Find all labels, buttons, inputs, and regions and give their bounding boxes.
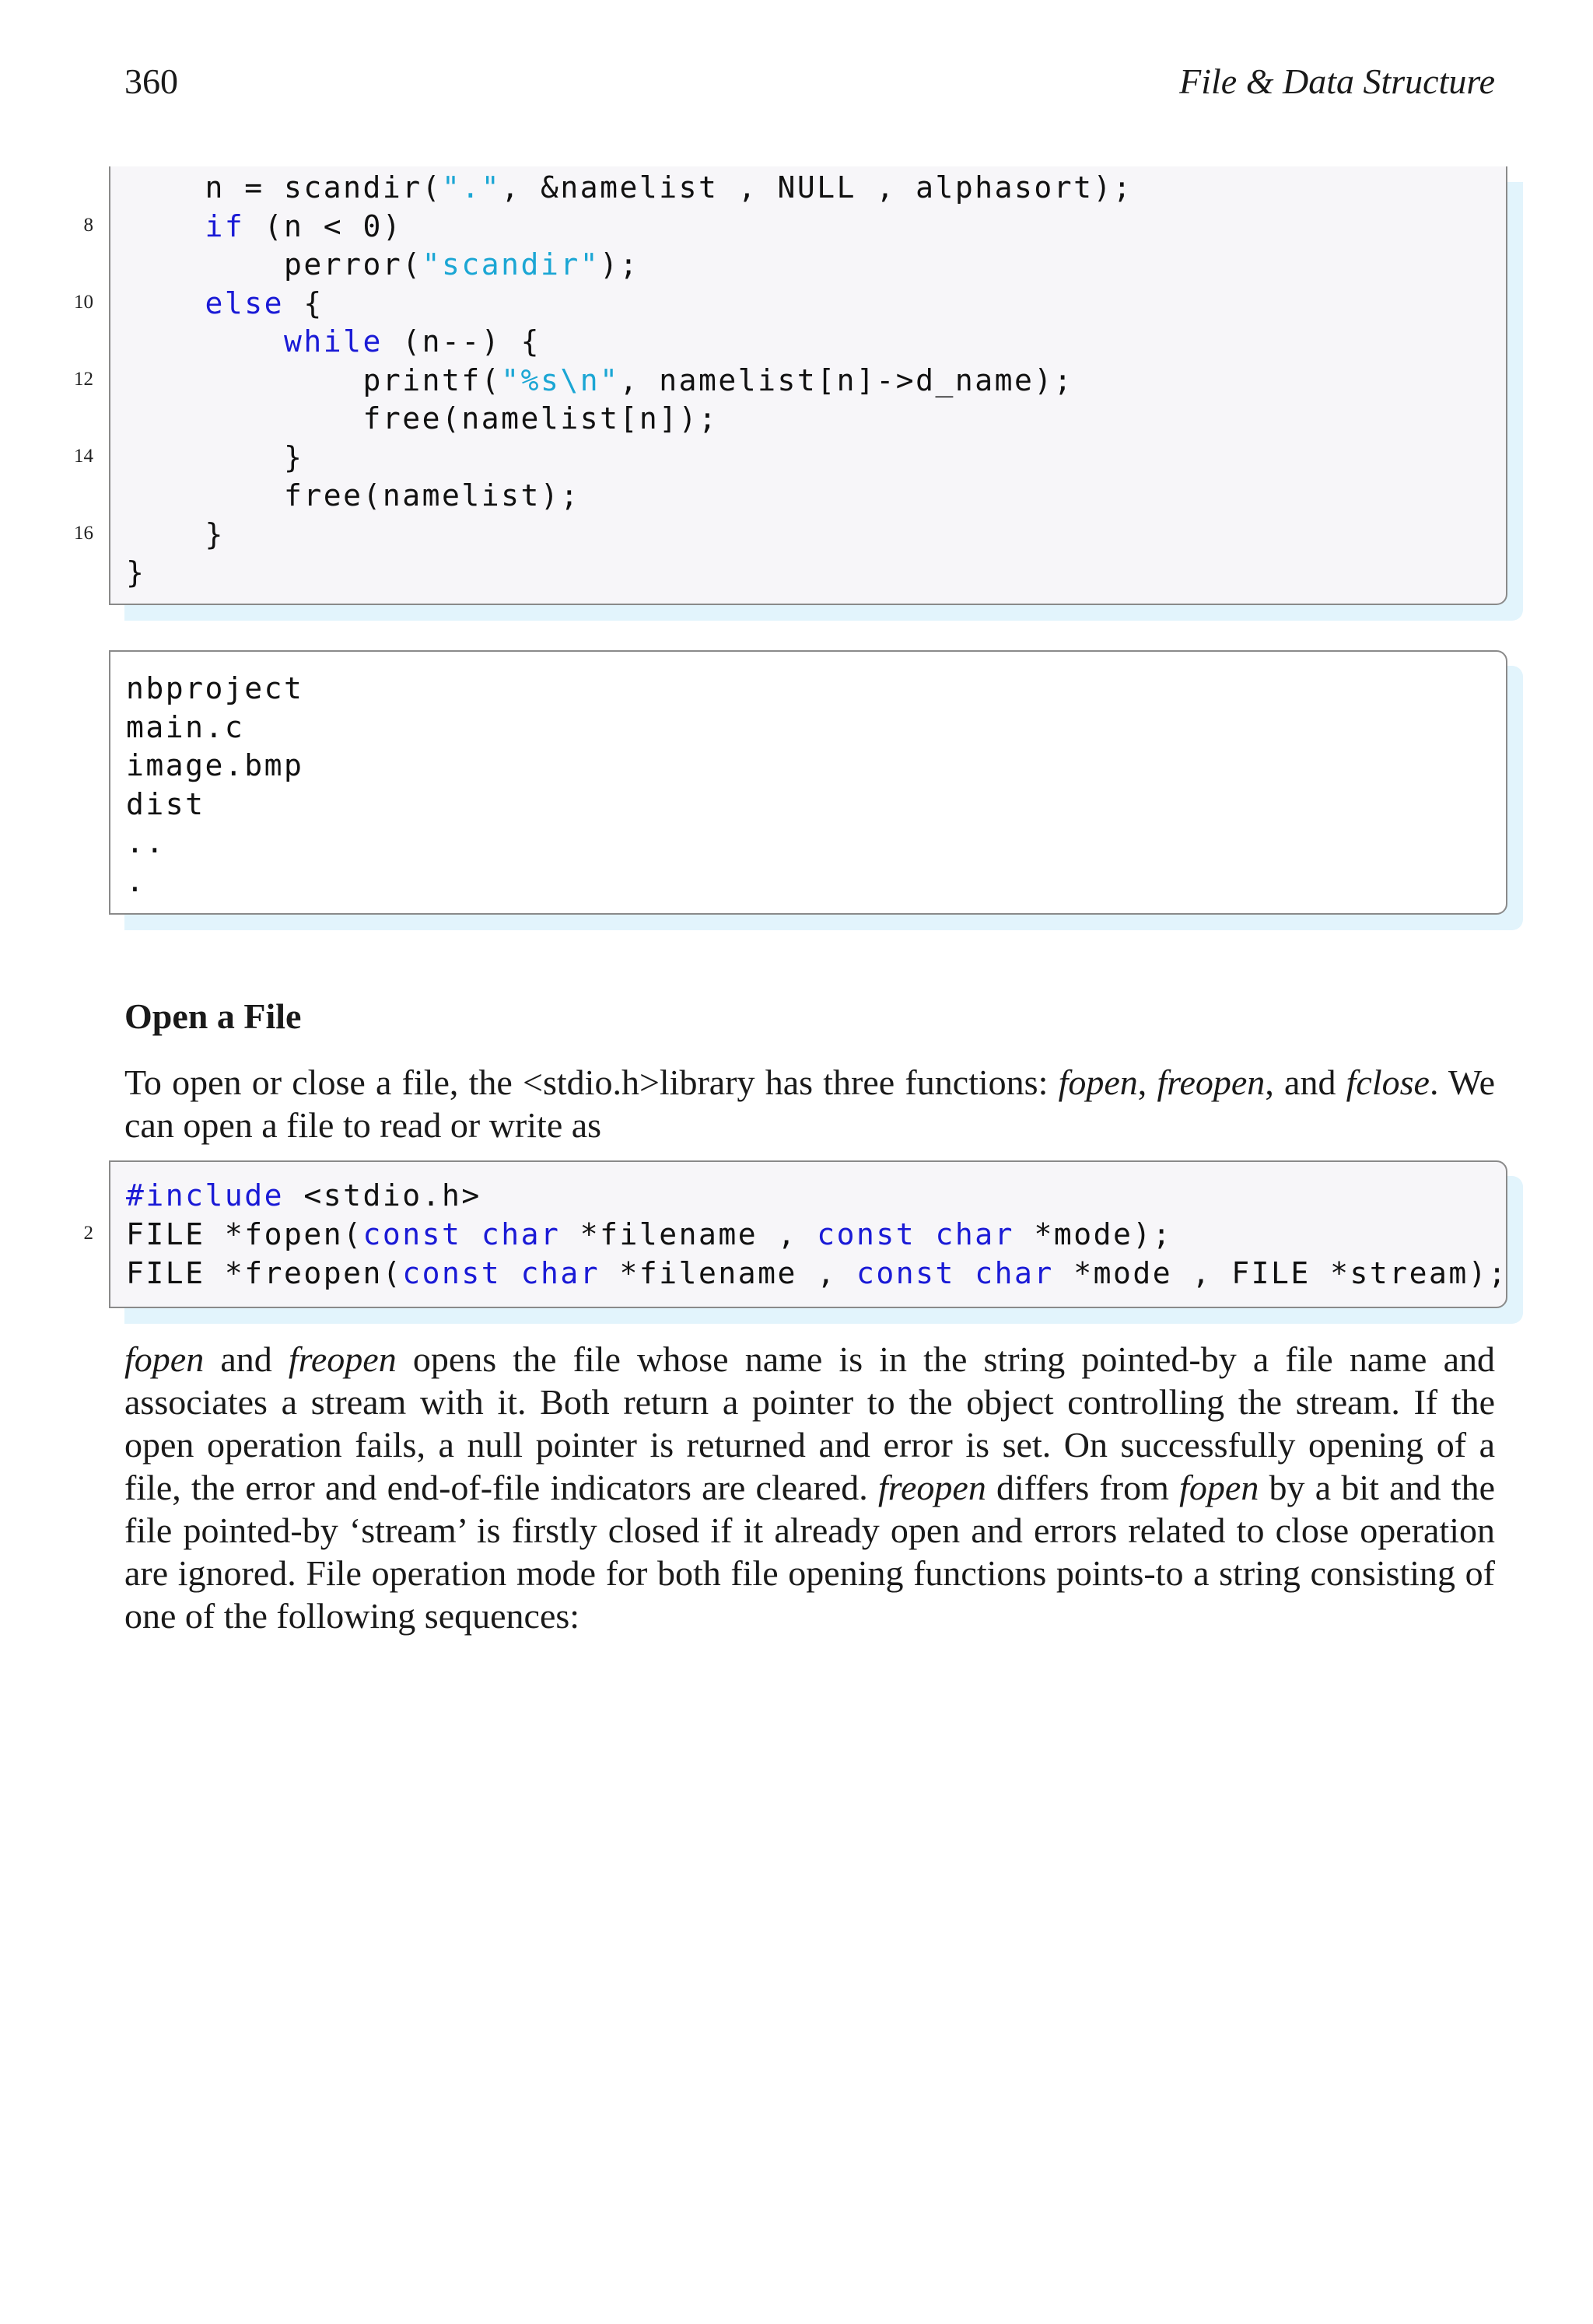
body-text-2: opens the file whose name is in the string pointed-by a file name and associates a stream with it. Both return a pointer to the object controlling the stream. If the open operation fails, a null pointer is returned and error is set. On successfully opening of a file, the error and end-of-file indicators are cleared.	[124, 1339, 1495, 1507]
code-text: }	[126, 439, 304, 474]
code-line	[126, 1215, 1172, 1254]
code-text: *mode , FILE *stream);	[1053, 1256, 1508, 1290]
fn-fopen: fopen	[1058, 1062, 1138, 1102]
code-line	[126, 746, 303, 785]
code-text: nbproject	[126, 671, 304, 705]
fn-fclose: fclose	[1346, 1062, 1430, 1102]
code-keyword: char	[481, 1217, 561, 1251]
line-number: 10	[74, 291, 93, 313]
page-header	[124, 61, 1495, 107]
code-string: "."	[442, 170, 502, 205]
line-number: 16	[74, 522, 93, 544]
code-keyword: char	[975, 1256, 1054, 1290]
code-text: FILE *freopen(	[126, 1256, 403, 1290]
section-title-open-a-file: Open a File	[124, 996, 302, 1036]
code-block-fopen-prototypes	[83, 1160, 1508, 1308]
code-text	[126, 286, 205, 320]
code-text: .	[126, 863, 146, 898]
body-text-4: by a bit and the file pointed-by ‘stream’ is firstly closed if it already open and errors related to close operation are ignored. File operation mode for both file opening functions points-to a string consisting of one of the following sequences:	[124, 1468, 1496, 1636]
page-number: 360	[124, 61, 178, 101]
code-string: "scandir"	[422, 247, 600, 282]
code-text	[126, 209, 205, 243]
line-number: 14	[74, 445, 93, 467]
code-text: (n < 0)	[244, 208, 403, 243]
code-line	[126, 515, 225, 554]
code-text: printf(	[126, 362, 502, 397]
code-line	[126, 438, 303, 477]
code-line	[126, 207, 402, 246]
intro-text-2: . We can open a file to read or write as	[124, 1062, 1495, 1145]
code-keyword: if	[205, 208, 245, 243]
code-text: free(namelist[n]);	[126, 401, 719, 436]
code-keyword: while	[284, 324, 383, 359]
code-keyword: char	[935, 1217, 1015, 1251]
intro-text-1: To open or close a file, the <stdio.h>library has three functions:	[124, 1062, 1059, 1102]
code-text: );	[600, 247, 639, 282]
code-text: ..	[126, 825, 166, 859]
line-number: 12	[74, 368, 93, 390]
code-line	[126, 553, 145, 592]
code-line	[126, 1176, 481, 1215]
code-text: {	[284, 285, 324, 320]
line-number: 2	[83, 1223, 93, 1244]
fn-fopen-ref-2: fopen	[1179, 1468, 1259, 1507]
intro-paragraph	[124, 1061, 1495, 1146]
code-text: main.c	[126, 709, 245, 744]
code-text: *filename ,	[560, 1217, 818, 1251]
code-text	[955, 1256, 975, 1290]
code-line	[126, 361, 1073, 400]
code-line	[126, 823, 166, 862]
code-keyword: const	[402, 1256, 502, 1290]
fn-fopen-ref: fopen	[124, 1339, 205, 1379]
code-text: (n--) {	[382, 324, 541, 359]
intro-sep-2: , and	[1265, 1062, 1346, 1102]
code-keyword: char	[520, 1256, 600, 1290]
fn-freopen: freopen	[1157, 1062, 1266, 1102]
body-text-1: and	[204, 1339, 289, 1379]
body-text-3: differs from	[986, 1468, 1180, 1507]
output-block-listing	[109, 650, 1507, 915]
code-text: *mode);	[1014, 1217, 1173, 1251]
code-line	[126, 168, 1133, 207]
intro-sep-1: ,	[1137, 1062, 1157, 1102]
code-text	[501, 1256, 520, 1290]
code-line	[126, 284, 324, 323]
code-text: perror(	[126, 247, 422, 282]
code-text	[461, 1217, 481, 1251]
code-text: , &namelist , NULL , alphasort);	[501, 170, 1133, 205]
code-text: , namelist[n]->d_name);	[619, 362, 1074, 397]
line-number: 8	[83, 214, 93, 236]
code-string: "%s\n"	[501, 362, 620, 397]
code-line	[126, 245, 639, 284]
fn-freopen-ref-2: freopen	[878, 1468, 986, 1507]
code-text: dist	[126, 786, 205, 821]
code-line	[126, 1254, 1508, 1293]
code-text: }	[126, 516, 225, 551]
code-text	[126, 324, 284, 359]
code-keyword: #include	[126, 1178, 285, 1213]
code-text: n = scandir(	[126, 170, 443, 205]
code-line	[126, 862, 145, 901]
code-text	[916, 1217, 935, 1251]
code-keyword: else	[205, 285, 285, 320]
body-paragraph	[124, 1338, 1495, 1637]
code-block-scandir	[74, 166, 1507, 605]
code-line	[126, 399, 718, 438]
code-text: *filename ,	[600, 1256, 857, 1290]
code-line	[126, 322, 541, 361]
code-line	[126, 708, 244, 747]
code-text: FILE *fopen(	[126, 1217, 363, 1251]
code-text: image.bmp	[126, 748, 304, 782]
code-text: }	[126, 555, 146, 590]
code-line	[126, 785, 205, 824]
running-title: File & Data Structure	[1179, 61, 1495, 101]
code-line	[126, 476, 580, 515]
fn-freopen-ref: freopen	[288, 1339, 397, 1379]
code-text: <stdio.h>	[284, 1178, 481, 1213]
code-text: free(namelist);	[126, 478, 580, 513]
code-keyword: const	[362, 1217, 462, 1251]
code-keyword: const	[817, 1217, 916, 1251]
code-line	[126, 669, 303, 708]
code-keyword: const	[856, 1256, 955, 1290]
